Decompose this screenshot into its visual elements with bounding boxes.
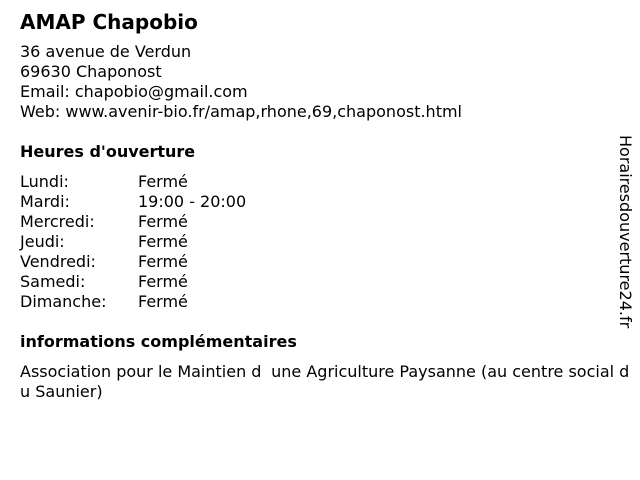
email-line: Email: chapobio@gmail.com — [20, 82, 248, 101]
site-watermark: Horairesdouverture24.fr — [616, 135, 635, 329]
store-title: AMAP Chapobio — [20, 10, 198, 34]
day-label: Samedi: — [20, 272, 86, 291]
address-block — [20, 42, 630, 122]
day-label: Vendredi: — [20, 252, 96, 271]
additional-info-text: Association pour le Maintien dune Agriculture Paysanne (au centre social du Saunier) — [20, 362, 630, 401]
hours-row-monday — [20, 172, 246, 192]
day-label: Mercredi: — [20, 212, 95, 231]
address-street: 36 avenue de Verdun — [20, 42, 192, 61]
day-label: Lundi: — [20, 172, 69, 191]
hours-row-wednesday — [20, 212, 246, 232]
hours-row-sunday — [20, 292, 246, 312]
day-hours: 19:00 - 20:00 — [138, 192, 247, 211]
website-line: Web: www.avenir-bio.fr/amap,rhone,69,chaponost.html — [20, 102, 462, 121]
hours-row-thursday — [20, 232, 246, 252]
day-label: Dimanche: — [20, 292, 107, 311]
day-hours: Fermé — [138, 272, 188, 291]
day-hours: Fermé — [138, 212, 188, 231]
day-label: Jeudi: — [20, 232, 65, 251]
day-hours: Fermé — [138, 252, 188, 271]
hours-row-tuesday — [20, 192, 246, 212]
store-details — [20, 10, 630, 402]
day-hours: Fermé — [138, 292, 188, 311]
opening-hours-table — [20, 172, 246, 312]
hours-row-friday — [20, 252, 246, 272]
additional-info-heading: informations complémentaires — [20, 332, 297, 351]
opening-hours-heading: Heures d'ouverture — [20, 142, 196, 161]
day-hours: Fermé — [138, 232, 188, 251]
address-city: 69630 Chaponost — [20, 62, 162, 81]
day-hours: Fermé — [138, 172, 188, 191]
hours-row-saturday — [20, 272, 246, 292]
day-label: Mardi: — [20, 192, 70, 211]
